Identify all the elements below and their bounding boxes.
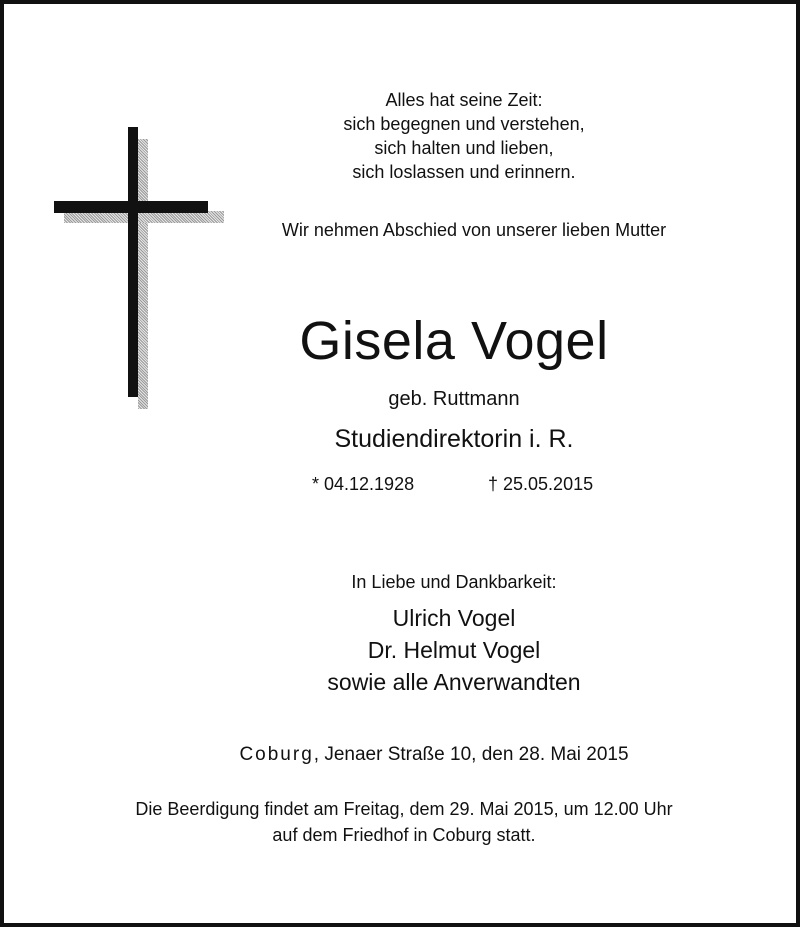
birth-date: * 04.12.1928 [312, 474, 415, 494]
funeral-line: auf dem Friedhof in Coburg statt. [272, 825, 536, 845]
poem-line: Alles hat seine Zeit: [385, 90, 543, 110]
poem-line: sich loslassen und erinnern. [352, 162, 576, 182]
latin-cross-icon [54, 127, 224, 409]
city: Coburg [239, 744, 314, 765]
funeral-line: Die Beerdigung findet am Freitag, dem 29. Mai 2015, um 12.00 Uhr [135, 799, 673, 819]
mourners-list [254, 602, 654, 698]
address-and-date: , Jenaer Straße 10, den 28. Mai 2015 [313, 744, 629, 765]
mourners-intro: In Liebe und Dankbarkeit: [351, 572, 557, 592]
poem [304, 88, 624, 184]
poem-line: sich begegnen und verstehen, [343, 114, 585, 134]
mourner-name: Ulrich Vogel [392, 605, 516, 631]
farewell-intro: Wir nehmen Abschied von unserer lieben Mutter [281, 220, 667, 240]
birth-name: geb. Ruttmann [388, 388, 520, 410]
funeral-details [84, 796, 724, 848]
place-and-date [154, 744, 714, 766]
deceased-name: Gisela Vogel [299, 311, 609, 371]
deceased-title: Studiendirektorin i. R. [334, 425, 574, 453]
death-date: † 25.05.2015 [488, 474, 594, 494]
poem-line: sich halten und lieben, [374, 138, 554, 158]
mourner-name: sowie alle Anverwandten [327, 669, 581, 695]
mourner-name: Dr. Helmut Vogel [367, 637, 541, 663]
